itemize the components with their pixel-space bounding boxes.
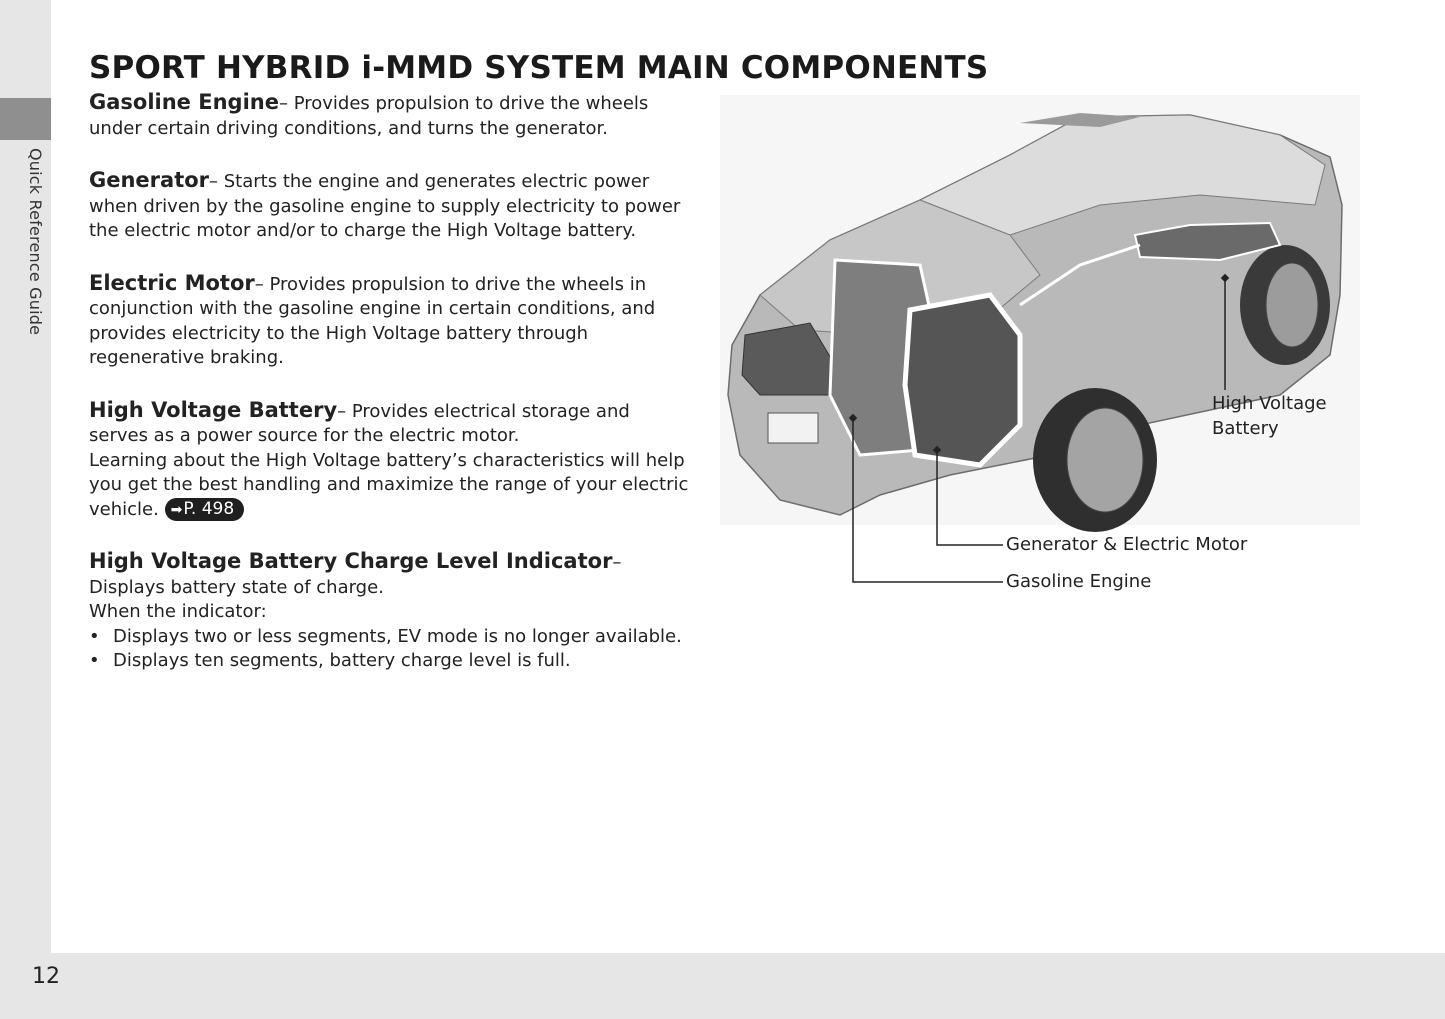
license-plate-shape xyxy=(768,413,818,443)
battery-extra-text: Learning about the High Voltage battery’s characteristics will help you get the best handling and maximize the range of your electric vehicle. xyxy=(89,449,689,520)
callout-battery-line2: Battery xyxy=(1212,417,1279,439)
list-item xyxy=(89,649,689,674)
desc-high-voltage-battery: – Provides electrical storage and serves as a power source for the electric motor. xyxy=(89,400,630,446)
bullet-icon: • xyxy=(89,650,100,671)
content-column xyxy=(89,90,689,701)
page-reference-label: P. 498 xyxy=(183,498,235,519)
desc-charge-level-indicator: – Displays battery state of charge. xyxy=(89,552,622,598)
page-reference-link[interactable] xyxy=(165,498,245,521)
term-electric-motor: Electric Motor xyxy=(89,270,255,295)
indicator-intro: When the indicator: xyxy=(89,601,267,622)
list-item xyxy=(89,625,689,650)
term-high-voltage-battery: High Voltage Battery xyxy=(89,397,338,422)
vehicle-illustration xyxy=(720,95,1360,605)
callout-generator-electric-motor: Generator & Electric Motor xyxy=(1006,534,1248,555)
footer-band xyxy=(0,953,1445,1019)
desc-gasoline-engine: – Provides propulsion to drive the wheels under certain driving conditions, and turns the generator. xyxy=(89,93,649,139)
section-high-voltage-battery xyxy=(89,398,689,523)
vehicle-cutaway-drawing xyxy=(720,95,1360,605)
arrow-right-icon: ➡ xyxy=(170,501,183,518)
term-charge-level-indicator: High Voltage Battery Charge Level Indicator xyxy=(89,549,613,573)
front-rim-shape xyxy=(1067,408,1143,512)
rear-rim-shape xyxy=(1266,263,1318,347)
section-electric-motor xyxy=(89,271,689,371)
term-generator: Generator xyxy=(89,168,210,192)
section-charge-level-indicator xyxy=(89,549,689,674)
desc-generator: – Starts the engine and generates electric power when driven by the gasoline engine to supply electricity to power the electric motor and/or to charge the High Voltage battery. xyxy=(89,171,681,241)
side-tab-label: Quick Reference Guide xyxy=(26,148,45,336)
bullet-text: Displays two or less segments, EV mode is no longer available. xyxy=(113,625,682,647)
side-tab-marker xyxy=(0,98,51,140)
term-gasoline-engine: Gasoline Engine xyxy=(89,90,279,114)
indicator-bullet-list xyxy=(89,625,689,674)
bullet-icon: • xyxy=(89,625,100,647)
desc-electric-motor: – Provides propulsion to drive the wheels in conjunction with the gasoline engine in certain conditions, and provides electricity to the High Voltage battery through regenerative braking. xyxy=(89,273,656,368)
callout-gasoline-engine: Gasoline Engine xyxy=(1006,571,1152,592)
page-number: 12 xyxy=(32,964,60,989)
callout-battery-line1: High Voltage xyxy=(1212,393,1327,414)
section-gasoline-engine xyxy=(89,90,689,141)
motor-cutaway-shape xyxy=(905,295,1020,465)
bullet-text: Displays ten segments, battery charge level is full. xyxy=(113,650,571,671)
section-generator xyxy=(89,168,689,244)
callout-high-voltage-battery xyxy=(1212,392,1327,441)
page-title: SPORT HYBRID i-MMD SYSTEM MAIN COMPONENTS xyxy=(89,50,989,86)
